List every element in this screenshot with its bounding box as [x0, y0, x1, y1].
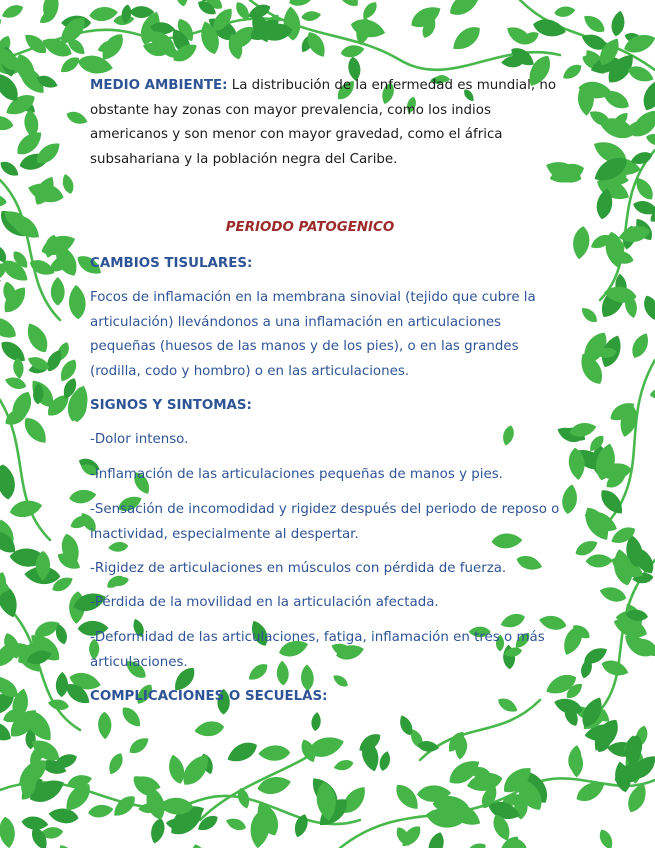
symptom-item: -Pérdida de la movilidad en la articulación afectada.: [90, 595, 439, 610]
section-title: PERIODO PATOGENICO: [225, 220, 395, 235]
symptom-item: -Inflamación de las articulaciones pequeñas de manos y pies.: [90, 467, 503, 482]
medio-ambiente-paragraph: [90, 74, 568, 172]
medio-ambiente-text: La distribución de la enfermedad es mundial, no obstante hay zonas con mayor prevalencia, como los indios americanos y son menor con mayor gravedad, como el áfrica subsahariana y la población negra del Caribe.: [90, 78, 557, 167]
medio-ambiente-label: MEDIO AMBIENTE:: [90, 78, 228, 93]
symptom-item: -Sensación de incomodidad y rigidez después del periodo de reposo o inactividad, especialmente al despertar.: [90, 502, 560, 542]
cambios-heading: CAMBIOS TISULARES:: [90, 256, 253, 271]
symptom-item: -Dolor intenso.: [90, 432, 189, 447]
complicaciones-heading: COMPLICACIONES O SECUELAS:: [90, 689, 328, 704]
signos-heading: SIGNOS Y SINTOMAS:: [90, 398, 252, 413]
cambios-paragraph: Focos de inflamación en la membrana sinovial (tejido que cubre la articulación) llevándonos a una inflamación en articulaciones pequeñas (huesos de las manos y de los pies), o en las grandes (rodilla, codo y hombro) o en las articulaciones.: [90, 290, 536, 379]
symptom-item: -Deformidad de las articulaciones, fatiga, inflamación en tres o más articulaciones.: [90, 630, 545, 670]
symptom-item: -Rigidez de articulaciones en músculos con pérdida de fuerza.: [90, 561, 507, 576]
